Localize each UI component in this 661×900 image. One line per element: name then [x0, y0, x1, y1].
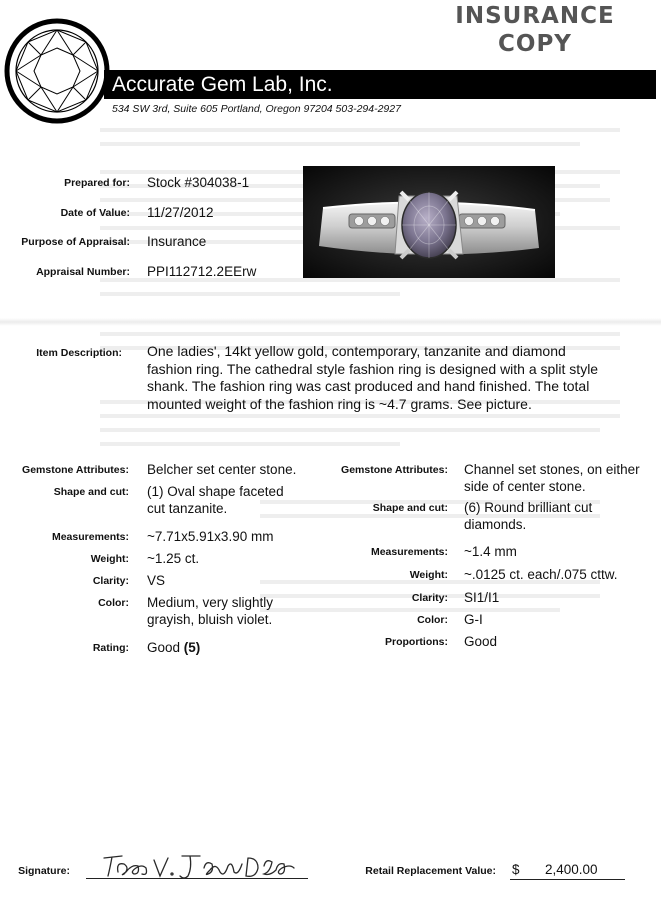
- center-color-line-2: grayish, bluish violet.: [147, 612, 273, 627]
- center-weight-label: Weight:: [90, 553, 129, 565]
- center-rating-number: (5): [183, 640, 201, 655]
- item-description-label: Item Description:: [36, 347, 122, 359]
- insurance-stamp: [440, 2, 630, 58]
- center-weight-value: ~1.25 ct.: [147, 551, 200, 566]
- side-shape-value: [464, 499, 592, 533]
- side-shape-line-2: diamonds.: [464, 517, 527, 532]
- item-description-line-3: shank. The fashion ring was cast produced and hand finished. The total: [147, 378, 590, 394]
- prepared-for-value: Stock #304038-1: [147, 175, 250, 190]
- center-shape-line-2: cut tanzanite.: [147, 501, 228, 516]
- center-shape-value: [147, 483, 284, 517]
- side-weight-label: Weight:: [409, 569, 448, 581]
- center-clarity-value: VS: [147, 573, 166, 588]
- center-rating-text: Good: [147, 640, 181, 655]
- item-description: [147, 343, 647, 413]
- stamp-line-2: COPY: [498, 31, 572, 57]
- center-shape-label: Shape and cut:: [53, 486, 129, 498]
- side-shape-line-1: (6) Round brilliant cut: [464, 500, 593, 515]
- side-attributes-label: Gemstone Attributes:: [341, 464, 448, 476]
- diamond-logo-icon: [4, 18, 110, 124]
- center-measurements-value: ~7.71x5.91x3.90 mm: [147, 529, 274, 544]
- purpose-label: Purpose of Appraisal:: [21, 236, 130, 248]
- signature-label: Signature:: [18, 865, 70, 877]
- center-attributes-value: Belcher set center stone.: [147, 462, 297, 477]
- center-measurements-label: Measurements:: [51, 531, 129, 543]
- center-rating-label: Rating:: [92, 642, 129, 654]
- retail-value: 2,400.00: [545, 862, 598, 877]
- item-description-line-1: One ladies', 14kt yellow gold, contemporary, tanzanite and diamond: [147, 343, 566, 359]
- side-proportions-value: Good: [464, 634, 498, 649]
- lab-name: Accurate Gem Lab, Inc.: [112, 73, 333, 96]
- center-clarity-label: Clarity:: [92, 575, 129, 587]
- center-shape-line-1: (1) Oval shape faceted: [147, 484, 284, 499]
- prepared-for-label: Prepared for:: [64, 177, 130, 189]
- center-attributes-label: Gemstone Attributes:: [22, 464, 129, 476]
- side-measurements-label: Measurements:: [370, 546, 448, 558]
- paper-fold: [0, 318, 661, 326]
- date-of-value-value: 11/27/2012: [147, 205, 214, 220]
- ring-photo: [303, 166, 555, 278]
- center-color-value: [147, 594, 273, 628]
- gem-logo: [4, 18, 110, 124]
- stamp-line-1: INSURANCE: [455, 3, 615, 29]
- lab-address: 534 SW 3rd, Suite 605 Portland, Oregon 97204 503-294-2927: [112, 103, 401, 115]
- item-description-line-2: fashion ring. The cathedral style fashion ring is designed with a split style: [147, 360, 599, 377]
- item-description-line-4: mounted weight of the fashion ring is ~4.7 grams. See picture.: [147, 395, 532, 412]
- ring-image: [303, 166, 555, 278]
- handwritten-signature-icon: [100, 846, 300, 882]
- center-color-label: Color:: [98, 597, 129, 609]
- side-clarity-value: SI1/I1: [464, 590, 500, 605]
- currency-symbol: $: [512, 862, 520, 877]
- side-proportions-label: Proportions:: [385, 636, 448, 648]
- side-weight-value: ~.0125 ct. each/.075 cttw.: [464, 567, 618, 582]
- side-attributes-value: [464, 461, 640, 495]
- center-rating-value: [147, 639, 200, 656]
- side-attributes-line-2: side of center stone.: [464, 479, 586, 494]
- side-shape-label: Shape and cut:: [372, 502, 448, 514]
- retail-value-label: Retail Replacement Value:: [365, 865, 496, 877]
- side-color-value: G-I: [464, 612, 483, 627]
- side-attributes-line-1: Channel set stones, on either: [464, 462, 640, 477]
- purpose-value: Insurance: [147, 234, 207, 249]
- center-color-line-1: Medium, very slightly: [147, 595, 274, 610]
- retail-value-line: [510, 879, 625, 880]
- appraisal-number-value: PPI112712.2EErw: [147, 264, 257, 279]
- side-color-label: Color:: [417, 614, 448, 626]
- signature-image: [100, 846, 300, 882]
- date-of-value-label: Date of Value:: [60, 207, 130, 219]
- appraisal-number-label: Appraisal Number:: [36, 266, 130, 278]
- side-clarity-label: Clarity:: [411, 592, 448, 604]
- side-measurements-value: ~1.4 mm: [464, 544, 517, 559]
